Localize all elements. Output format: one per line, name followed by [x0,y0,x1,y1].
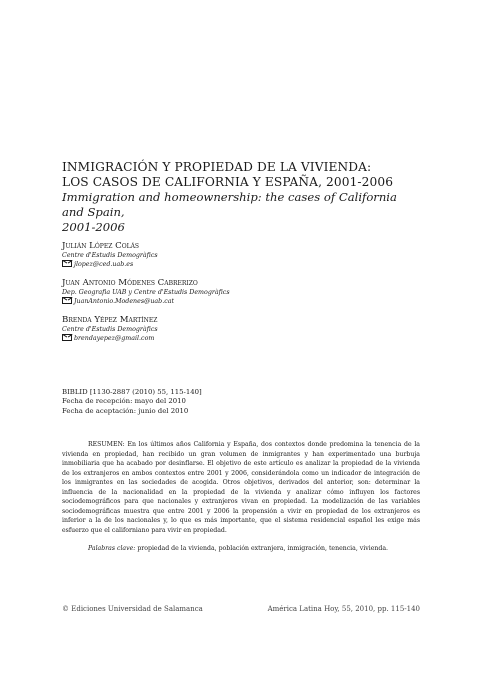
envelope-icon [62,297,72,304]
title-english-line2: 2001-2006 [62,220,125,234]
publication-metadata [62,388,422,416]
author-email[interactable]: brendayepez@gmail.com [74,334,155,342]
envelope-icon [62,260,72,267]
author-email[interactable]: JuanAntonio.Modenes@uab.cat [74,297,175,305]
author-affiliation: Centre d'Estudis Demogràfics [62,326,158,333]
author-entry [62,278,422,306]
author-name: Juan Antonio Módenes Cabrerizo [62,278,198,288]
abstract-label: RESUMEN: [88,441,125,448]
keywords-label: Palabras clave: [88,545,136,552]
keywords-paragraph [62,544,420,554]
title-block [62,160,422,235]
author-list [62,241,422,352]
author-email[interactable]: jlopez@ced.uab.es [74,260,134,268]
author-entry [62,241,422,269]
abstract-paragraph [62,440,420,535]
author-affiliation: Dep. Geografia UAB y Centre d'Estudis Demogràfics [62,289,230,296]
author-email-row [62,298,422,307]
title-spanish-line2: LOS CASOS DE CALIFORNIA Y ESPAÑA, 2001-2006 [62,175,394,189]
author-entry [62,315,422,343]
title-spanish-line1: INMIGRACIÓN Y PROPIEDAD DE LA VIVIENDA: [62,160,372,174]
author-name: Julián López Colás [62,241,140,251]
abstract-text: En los últimos años California y España, dos contextos donde predomina la tenencia de la vivienda en propiedad, han recibido un gran volumen de inmigrantes y han experimentado una burbuja inmobiliaria que ha acabado por desinflarse. El objetivo de este artículo es analizar la propiedad de la vivienda de los extranjeros en ambos contextos entre 2001 y 2006, considerándola como un indicador de integración de los inmigrantes en las sociedades de acogida. Otros objetivos, derivados del anterior, son: determinar la influencia de la nacionalidad en la propiedad de la vivienda y analizar cómo influyen los factores sociodemográficos para que nacionales y extranjeros vivan en propiedad. La modelización de las variables sociodemográficas muestra que entre 2001 y 2006 la propensión a vivir en propiedad de los extranjeros es inferior a la de los nacionales y, lo que es más importante, que el sistema residencial español les exige más esfuerzo que el californiano para vivir en propiedad. [62,441,420,534]
title-english-line1: Immigration and homeownership: the cases of California and Spain, [62,190,397,219]
author-email-row [62,261,422,270]
biblid: BIBLID [1130-2887 (2010) 55, 115-140] [62,388,202,396]
keywords-text: propiedad de la vivienda, población extranjera, inmigración, tenencia, vivienda. [135,545,388,552]
abstract-section [62,440,420,554]
author-name: Brenda Yépez Martínez [62,315,158,325]
accepted-date: Fecha de aceptación: junio del 2010 [62,406,189,415]
footer-citation: América Latina Hoy, 55, 2010, pp. 115-140 [267,605,420,613]
received-date: Fecha de recepción: mayo del 2010 [62,397,186,406]
envelope-icon [62,334,72,341]
author-affiliation: Centre d'Estudis Demogràfics [62,252,158,259]
author-email-row [62,335,422,344]
footer-publisher: © Ediciones Universidad de Salamanca [62,605,203,613]
